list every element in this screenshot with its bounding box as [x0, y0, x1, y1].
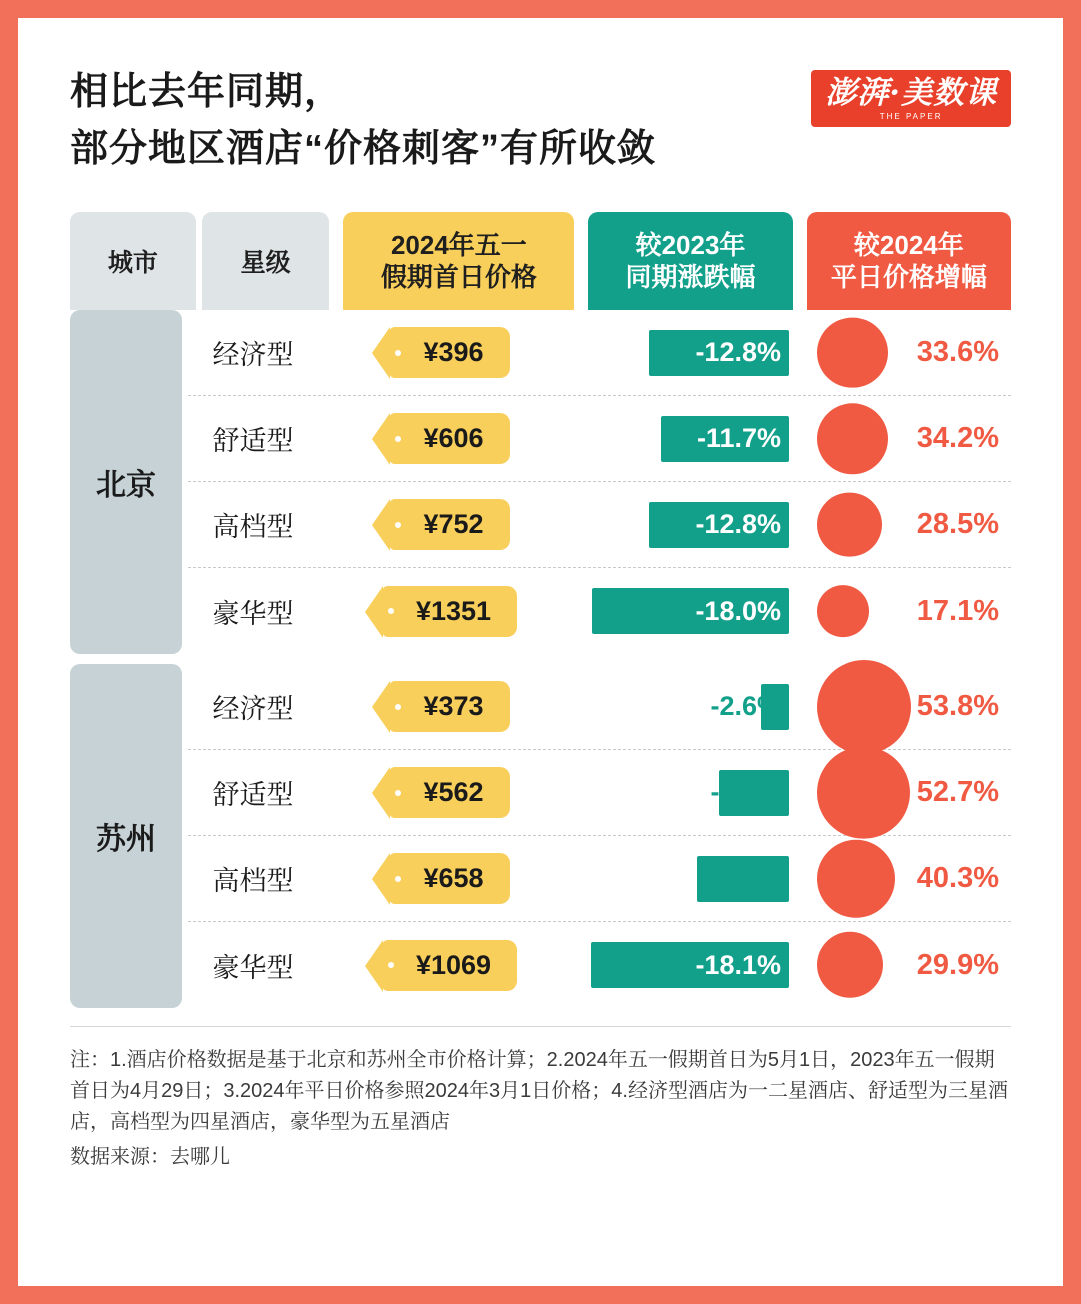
footnote [70, 1026, 1011, 1173]
weekday-value: 29.9% [916, 948, 999, 981]
weekday-cell [803, 396, 1011, 482]
price-tag: ¥752 [389, 499, 509, 550]
yoy-cell [581, 502, 789, 548]
yoy-value: -18.0% [695, 595, 781, 626]
column-header-weekday-line2: 平日价格增幅 [830, 262, 987, 292]
table-row [188, 482, 1011, 568]
star-level-label: 高档型 [212, 512, 294, 542]
table-row [188, 836, 1011, 922]
title-line-1: 相比去年同期， [70, 71, 344, 113]
column-header-weekday-line1: 较2024年 [853, 229, 964, 260]
price-cell [332, 499, 567, 550]
price-tag: ¥396 [389, 327, 509, 378]
column-header-yoy-line2: 同期涨跌幅 [625, 262, 756, 292]
column-header-yoy [588, 212, 792, 310]
yoy-cell [581, 942, 789, 988]
header [70, 64, 1011, 178]
page-title [70, 64, 656, 178]
weekday-value: 52.7% [916, 776, 999, 808]
yoy-cell [581, 684, 789, 730]
column-header-price [343, 212, 574, 310]
price-tag: ¥562 [389, 767, 509, 818]
weekday-value: 53.8% [916, 690, 999, 722]
weekday-value: 34.2% [916, 422, 999, 454]
brand-logo [811, 70, 1011, 127]
table-row [188, 664, 1011, 750]
table-row [188, 568, 1011, 654]
star-level-label: 豪华型 [212, 598, 294, 629]
yoy-cell [581, 770, 789, 816]
yoy-cell [581, 330, 789, 376]
price-cell [332, 767, 567, 818]
column-header-yoy-line1: 较2023年 [635, 229, 746, 260]
table-row [188, 750, 1011, 836]
price-cell [332, 853, 567, 904]
weekday-cell [803, 750, 1011, 836]
yoy-value: -11.7% [696, 423, 781, 453]
weekday-cell [803, 836, 1011, 922]
city-rows [188, 310, 1011, 654]
price-cell [332, 327, 567, 378]
weekday-value: 40.3% [916, 862, 999, 894]
table-row [188, 396, 1011, 482]
weekday-value: 28.5% [916, 508, 999, 540]
table-header-row [70, 212, 1011, 310]
column-header-price-line1: 2024年五一 [390, 229, 527, 260]
yoy-value: -12.8% [695, 337, 781, 367]
source-text: 数据来源：去哪儿 [70, 1146, 230, 1168]
star-level-label: 高档型 [212, 866, 294, 896]
price-cell [332, 940, 567, 991]
footnote-text: 注：1.酒店价格数据是基于北京和苏州全市价格计算；2.2024年五一假期首日为5月1日，2023年五一假期首日为4月29日；3.2024年平日价格参照2024年3月1日价格；4.经济型酒店为一二星酒店、舒适型为三星酒店，高档型为四星酒店，豪华型为五星酒店 [70, 1049, 1008, 1133]
logo-text: 澎湃·美数课 [825, 75, 997, 111]
column-header-city: 城市 [70, 212, 196, 310]
star-level-label: 舒适型 [212, 426, 294, 456]
table-row [188, 922, 1011, 1008]
city-group [70, 310, 1011, 654]
yoy-cell [581, 856, 789, 902]
title-line-2: 部分地区酒店“价格刺客”有所收敛 [70, 128, 657, 170]
table-body [70, 310, 1011, 1008]
price-tag: ¥373 [389, 681, 509, 732]
poster-canvas [18, 18, 1063, 1286]
weekday-cell [803, 482, 1011, 568]
weekday-cell [803, 310, 1011, 396]
price-tag: ¥1351 [382, 586, 517, 637]
star-level-label: 经济型 [212, 694, 294, 724]
table-row [188, 310, 1011, 396]
weekday-cell [803, 922, 1011, 1008]
star-level-label: 舒适型 [212, 780, 294, 810]
price-cell [332, 413, 567, 464]
yoy-value: -12.8% [695, 509, 781, 539]
column-header-weekday [807, 212, 1011, 310]
star-level-label: 经济型 [212, 340, 294, 370]
yoy-cell [581, 588, 789, 634]
yoy-value: -18.1% [695, 949, 781, 980]
price-tag: ¥1069 [382, 940, 517, 991]
yoy-value: -6.4% [710, 777, 781, 807]
price-tag: ¥606 [389, 413, 509, 464]
city-label: 苏州 [70, 664, 182, 1008]
column-header-price-line2: 假期首日价格 [380, 262, 537, 292]
price-cell [332, 681, 567, 732]
yoy-value: -2.6% [710, 691, 781, 721]
weekday-value: 17.1% [916, 594, 999, 627]
city-rows [188, 664, 1011, 1008]
yoy-cell [581, 416, 789, 462]
weekday-value: 33.6% [916, 336, 999, 368]
data-table [70, 212, 1011, 1008]
city-label: 北京 [70, 310, 182, 654]
star-level-label: 豪华型 [212, 952, 294, 983]
column-header-star: 星级 [202, 212, 330, 310]
price-cell [332, 586, 567, 637]
logo-subtext: THE PAPER [879, 112, 943, 121]
weekday-cell [803, 664, 1011, 750]
city-group [70, 664, 1011, 1008]
weekday-cell [803, 568, 1011, 654]
price-tag: ¥658 [389, 853, 509, 904]
yoy-value: -8.4% [710, 863, 781, 893]
